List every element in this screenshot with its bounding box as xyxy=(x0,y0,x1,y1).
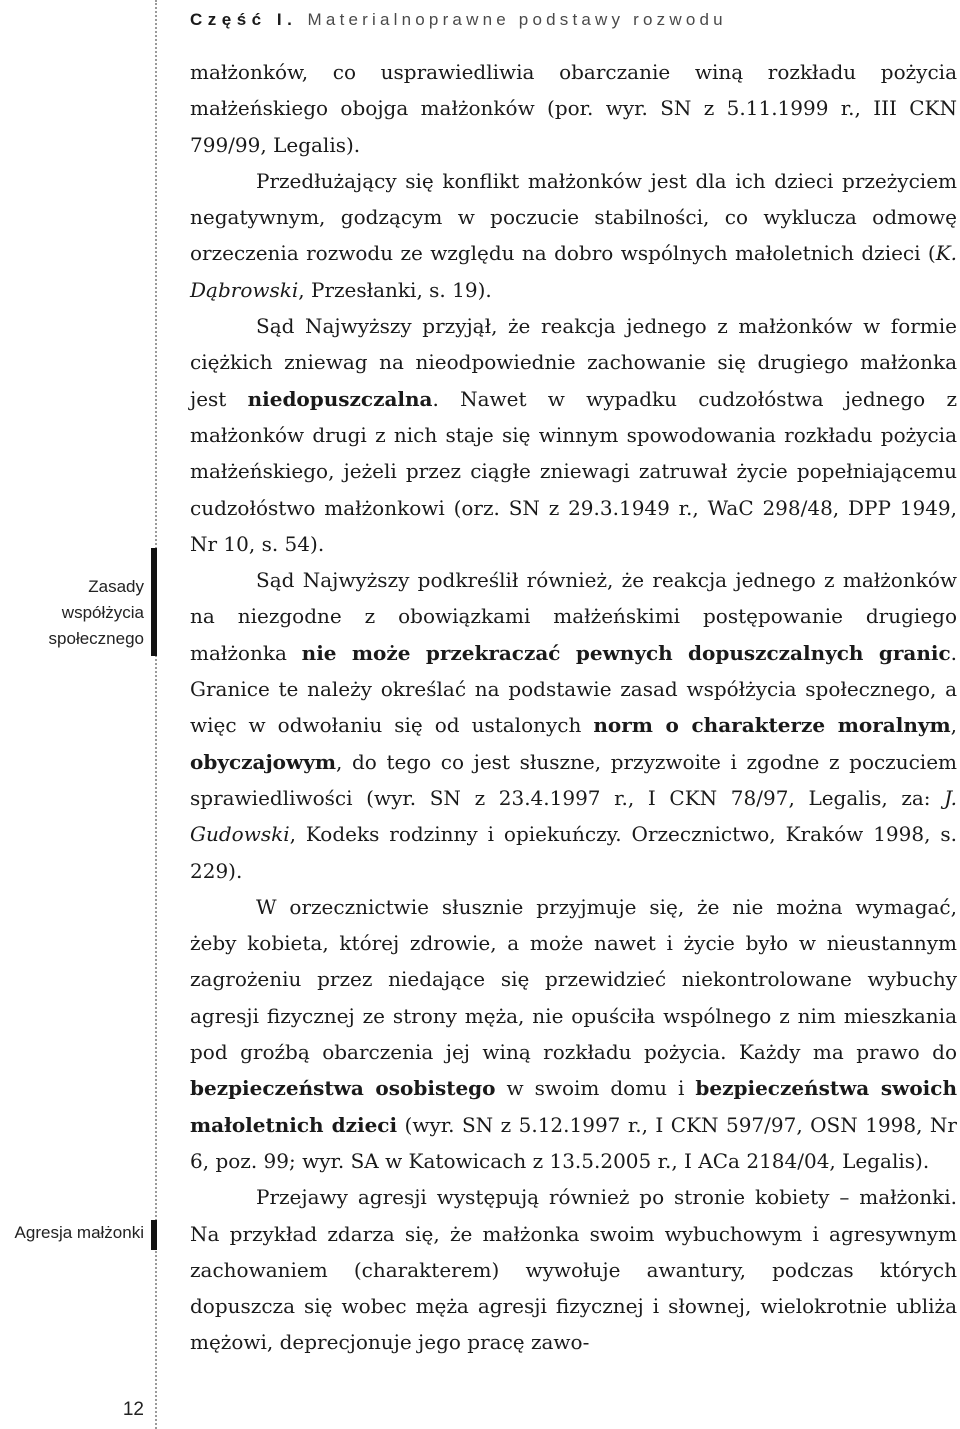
bold-text: bezpieczeństwa osobistego xyxy=(190,1076,496,1101)
margin-note-line: współżycia xyxy=(61,603,144,622)
italic-text: K. Dąbrowski xyxy=(190,241,957,302)
margin-note-agresja xyxy=(15,1220,144,1246)
text-run: , Przesłanki, s. 19). xyxy=(298,277,492,302)
paragraph xyxy=(190,889,957,1179)
paragraph xyxy=(190,308,957,562)
margin-note-zasady xyxy=(49,574,144,652)
text-run: w swoim domu i xyxy=(495,1076,696,1101)
bold-text: norm o charakterze moralnym xyxy=(593,713,951,738)
text-run: , do tego co jest słuszne, przyzwoite i zgodne z poczuciem sprawiedliwości (wyr. SN z 23.4.1997 r., I CKN 78/97, Legalis, za: xyxy=(190,749,957,810)
text-run: Przejawy agresji występują również po stronie kobiety – małżonki. Na przykład zdarza się, że małżonka swoim wybuchowym i agresywnym zachowaniem (charakterem) wywołuje awantury, podczas których dopuszcza się wobec męża agresji fizycznej i słownej, wielokrotnie ubliża mężowi, deprecjonuje jego pracę zawo- xyxy=(190,1185,957,1355)
bold-text: bezpieczeństwa swoich małoletnich dzieci xyxy=(190,1076,957,1137)
paragraph xyxy=(190,163,957,308)
text-run: Przedłużający się konflikt małżonków jest dla ich dzieci przeżyciem negatywnym, godzącym w poczucie stabilności, co wyklucza odmowę orzeczenia rozwodu ze względu na dobro wspólnych małoletnich dzieci ( xyxy=(190,168,957,266)
bold-text: niedopuszczalna xyxy=(247,386,433,411)
text-run: , xyxy=(950,713,957,738)
margin-note-line: społecznego xyxy=(48,629,144,648)
text-run: . Granice te należy określać na podstawie zasad współżycia społecznego, a więc w odwołaniu się od ustalonych xyxy=(190,640,958,738)
text-run: . Nawet w wypadku cudzołóstwa jednego z małżonków drugi z nich staje się winnym spowodowania rozkładu pożycia małżeńskiego, jeżeli przez ciągłe zniewagi zatruwał życie popełniającemu cudzołóstwo małżonkowi (orz. SN z 29.3.1949 r., WaC 298/48, DPP 1949, Nr 10, s. 54). xyxy=(190,386,957,556)
body-text xyxy=(190,54,957,1361)
bold-text: obyczajowym xyxy=(190,749,337,774)
header-part: Część I. xyxy=(190,10,298,29)
text-run: (wyr. SN z 5.12.1997 r., I CKN 597/97, OSN 1998, Nr 6, poz. 99; wyr. SA w Katowicach z 13.5.2005 r., I ACa 2184/04, Legalis). xyxy=(190,1112,957,1173)
paragraph xyxy=(190,1179,957,1360)
margin-divider xyxy=(155,0,157,1429)
paragraph xyxy=(190,54,957,163)
paragraph xyxy=(190,562,957,889)
text-run: , Kodeks rodzinny i opiekuńczy. Orzecznictwo, Kraków 1998, s. 229). xyxy=(190,822,957,883)
text-run: Sąd Najwyższy podkreślił również, że reakcja jednego z małżonków na niezgodne z obowiązkami małżeńskimi postępowanie drugiego małżonka xyxy=(190,568,957,665)
italic-text: J. Gudowski xyxy=(190,785,957,847)
running-header xyxy=(190,10,950,30)
text-run: Sąd Najwyższy przyjął, że reakcja jednego z małżonków w formie ciężkich zniewag na nieodpowiednie zachowanie się drugiego małżonka jest xyxy=(190,314,957,411)
margin-note-line: Agresja małżonki xyxy=(14,1223,144,1242)
header-title: Materialnoprawne podstawy rozwodu xyxy=(307,10,727,29)
text-run: W orzecznictwie słusznie przyjmuje się, że nie można wymagać, żeby kobieta, której zdrowie, a może nawet i życie było w nieustannym zagrożeniu przez niedające się przewidzieć niekontrolowane wybuchy agresji fizycznej ze strony męża, nie opuściła wspólnego z nim mieszkania pod groźbą obarczenia jej winą rozkładu pożycia. Każdy ma prawo do xyxy=(190,894,957,1065)
bold-text: nie może przekraczać pewnych dopuszczalnych granic xyxy=(301,640,951,665)
page-number: 12 xyxy=(122,1399,144,1420)
margin-marker-bar xyxy=(151,1220,157,1250)
margin-note-line: Zasady xyxy=(88,577,144,596)
margin-marker-bar xyxy=(151,548,157,656)
text-run: małżonków, co usprawiedliwia obarczanie winą rozkładu pożycia małżeńskiego obojga małżonków (por. wyr. SN z 5.11.1999 r., III CKN 799/99, Legalis). xyxy=(190,60,957,157)
